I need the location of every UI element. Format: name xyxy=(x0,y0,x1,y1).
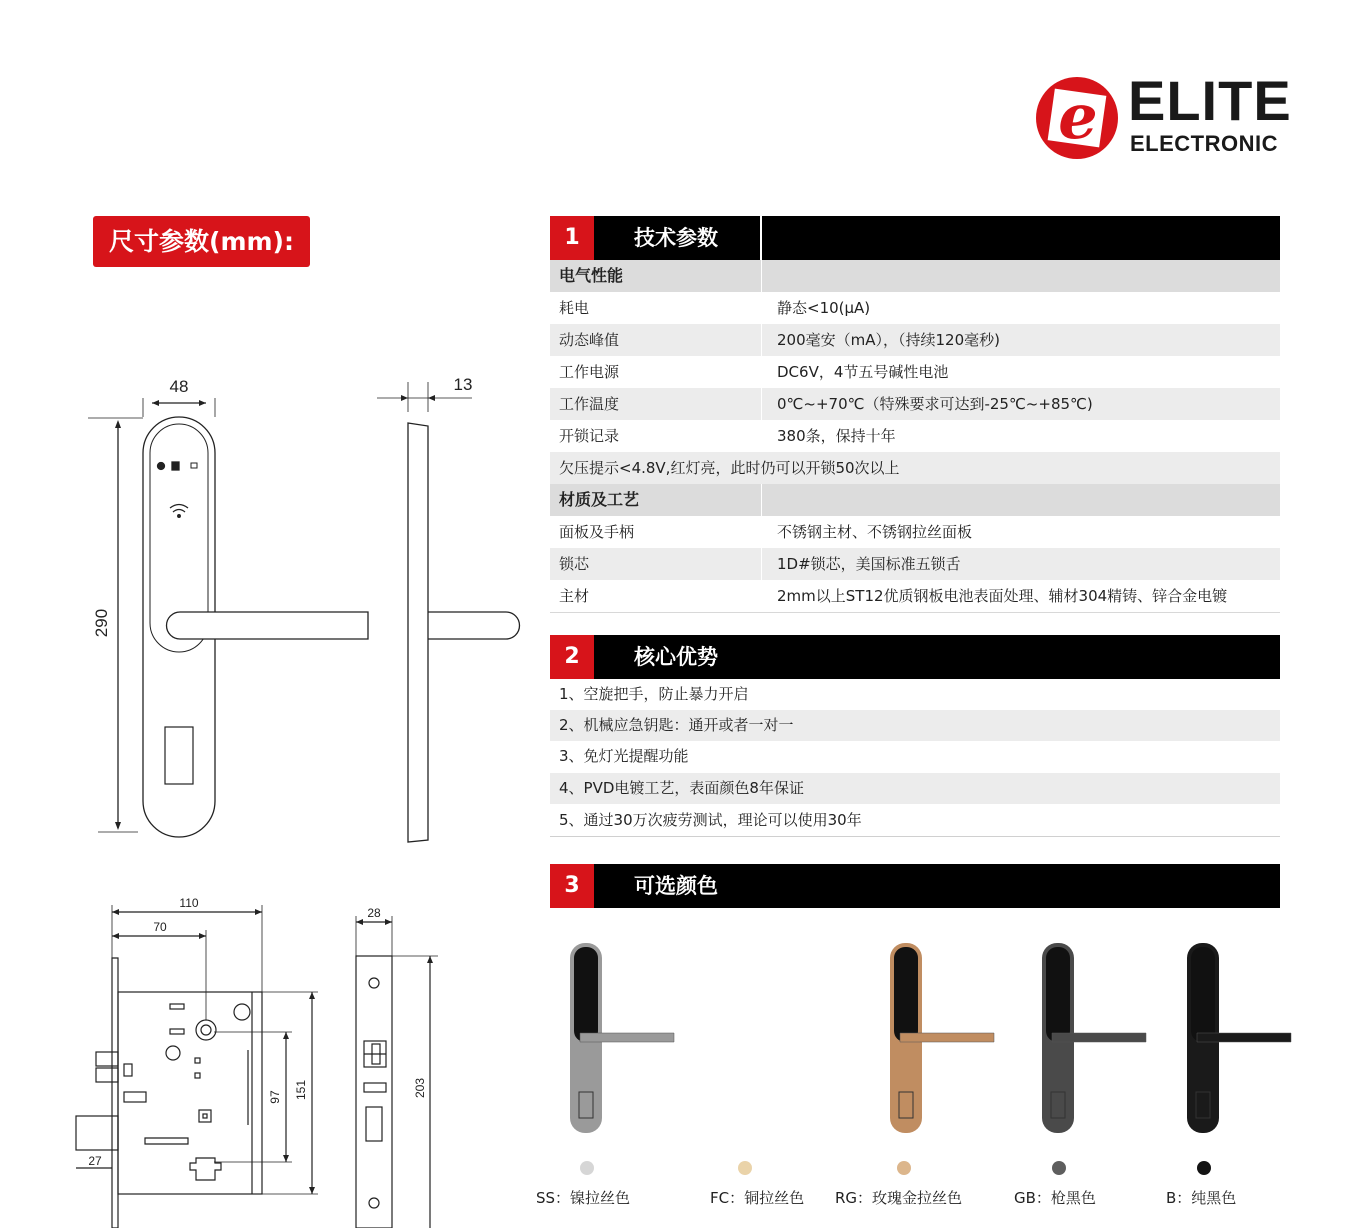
color-swatch-ss xyxy=(580,1161,594,1175)
product-lock-image xyxy=(1042,943,1146,1133)
spec-key: 锁芯 xyxy=(559,555,590,573)
color-label-rg: RG：玫瑰金拉丝色 xyxy=(835,1189,963,1207)
section-title: 可选颜色 xyxy=(634,874,718,898)
latch-label: 27 xyxy=(88,1154,102,1168)
spec-key: 动态峰值 xyxy=(559,331,620,349)
section-number: 1 xyxy=(550,216,594,260)
advantage-text: 2、机械应急钥匙：通开或者一对一 xyxy=(559,716,794,734)
spec-value: 0℃~+70℃（特殊要求可达到-25℃~+85℃) xyxy=(777,395,1093,413)
advantage-text: 5、通过30万次疲劳测试，理论可以使用30年 xyxy=(559,811,862,829)
backset-label: 70 xyxy=(153,920,167,934)
color-label-fc: FC：铜拉丝色 xyxy=(710,1189,805,1207)
spec-key: 面板及手柄 xyxy=(559,523,635,541)
section-number: 2 xyxy=(550,635,594,679)
spec-key: 工作电源 xyxy=(559,363,620,381)
color-swatch-rg xyxy=(897,1161,911,1175)
color-label-gb: GB：枪黑色 xyxy=(1014,1189,1096,1207)
color-swatch-b xyxy=(1197,1161,1211,1175)
color-label-b: B：纯黑色 xyxy=(1166,1189,1237,1207)
body-width-label: 110 xyxy=(179,896,199,910)
spec-value: 380条，保持十年 xyxy=(777,427,896,445)
product-lock-image xyxy=(570,943,674,1133)
section-number: 3 xyxy=(550,864,594,908)
logo-letter: e xyxy=(1058,80,1098,153)
dimensions-title: 尺寸参数(mm): xyxy=(93,216,310,267)
spec-value: 2mm以上ST12优质钢板电池表面处理、辅材304精铸、锌合金电镀 xyxy=(777,587,1228,605)
material-heading-label: 材质及工艺 xyxy=(559,490,640,509)
spacing-label: 97 xyxy=(268,1090,282,1104)
logo-name: ELITE xyxy=(1128,69,1292,132)
logo-subtitle: ELECTRONIC xyxy=(1130,131,1278,156)
height-label: 290 xyxy=(92,608,111,638)
spec-value: 1D#锁芯，美国标准五锁舌 xyxy=(777,555,961,573)
electric-heading-label: 电气性能 xyxy=(559,266,624,285)
section-title: 技术参数 xyxy=(634,226,718,250)
product-lock-image xyxy=(890,943,994,1133)
spec-value: 200毫安（mA），（持续120毫秒) xyxy=(777,331,1000,349)
advantage-text: 1、空旋把手，防止暴力开启 xyxy=(559,685,749,703)
thickness-label: 13 xyxy=(453,375,473,394)
spec-value: 不锈钢主材、不锈钢拉丝面板 xyxy=(777,523,973,541)
spec-key: 主材 xyxy=(559,587,590,605)
spec-key: 工作温度 xyxy=(559,395,620,413)
spec-note: 欠压提示<4.8V,红灯亮，此时仍可以开锁50次以上 xyxy=(559,459,900,477)
faceplate-label: 203 xyxy=(413,1077,427,1099)
color-swatch-gb xyxy=(1052,1161,1066,1175)
spec-value: DC6V，4节五号碱性电池 xyxy=(777,363,949,381)
width-label: 48 xyxy=(169,377,189,396)
product-lock-image xyxy=(1187,943,1291,1133)
spec-value: 静态<10(μA) xyxy=(777,299,871,317)
mortise-width-label: 28 xyxy=(367,906,381,920)
advantage-text: 3、免灯光提醒功能 xyxy=(559,747,689,765)
color-label-ss: SS：镍拉丝色 xyxy=(536,1189,631,1207)
spec-key: 开锁记录 xyxy=(559,427,620,445)
color-swatch-fc xyxy=(738,1161,752,1175)
spec-key: 耗电 xyxy=(559,299,590,317)
body-height-label: 151 xyxy=(294,1079,308,1101)
advantage-text: 4、PVD电镀工艺，表面颜色8年保证 xyxy=(559,779,804,797)
section-title: 核心优势 xyxy=(634,645,718,669)
